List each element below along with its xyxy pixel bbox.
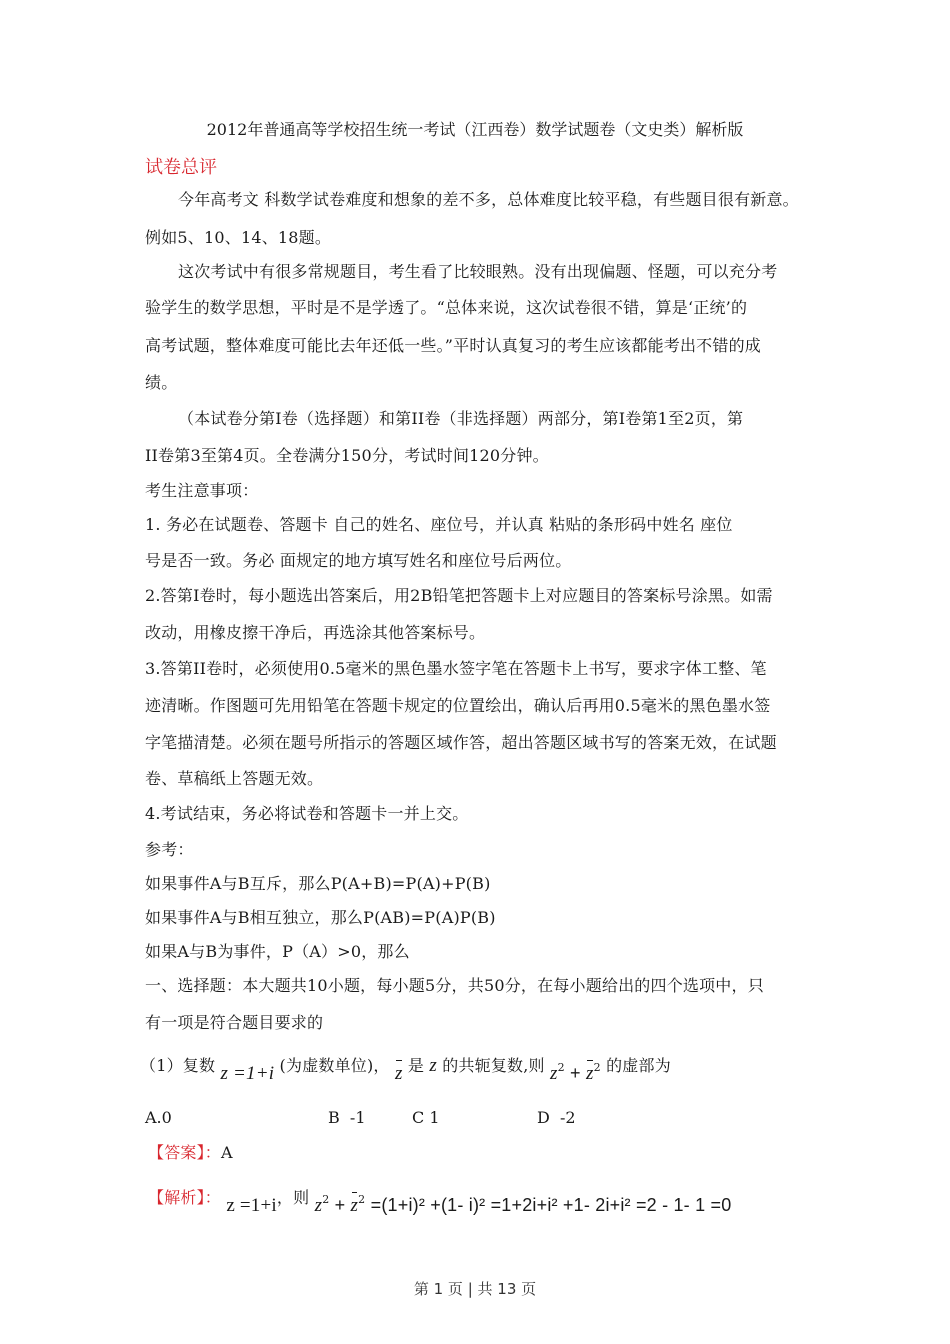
paragraph-line: 卷、草稿纸上答题无效。 — [145, 769, 324, 788]
answer-label: 【答案】： — [148, 1143, 222, 1162]
paragraph-line: 验学生的数学思想，平时是不是学透了。“总体来说，这次试卷很不错，算是‘正统’的 — [145, 298, 748, 317]
option-b: B -1 — [328, 1108, 366, 1127]
paragraph-line: 如果事件A与B相互独立，那么P(AB)=P(A)P(B) — [145, 908, 496, 927]
paragraph-line: 3.答第II卷时，必须使用0.5毫米的黑色墨水签字笔在答题卡上书写，要求字体工整、笔 — [145, 659, 767, 678]
analysis-line: 【解析】： z =1+i，则 $z^2 + z^2 =(1+i)^2 +(1-$ i)² =1+2i+i² +1- 2i+i² =2 - 1- 1 =0 — [148, 1188, 732, 1216]
analysis-expression: =(1+i)² +(1- i)² =1+2i+i² +1- 2i+i² =2 - 1- 1 =0 — [370, 1195, 732, 1215]
analysis-label: 【解析】： — [148, 1188, 222, 1207]
z-definition: z =1+i — [220, 1063, 275, 1084]
answer-value: A — [221, 1143, 233, 1162]
answer-line — [148, 1143, 233, 1163]
paragraph-line: 字笔描清楚。必须在题号所指示的答题区域作答，超出答题区域书写的答案无效，在试题 — [145, 733, 777, 752]
z-conjugate: z — [394, 1063, 403, 1084]
paragraph-line: II卷第3至第4页。全卷满分150分，考试时间120分钟。 — [145, 446, 549, 465]
paragraph-line: 今年高考文 科数学试卷难度和想象的差不多，总体难度比较平稳，有些题目很有新意。 — [178, 190, 799, 209]
page-footer: 第 1 页 | 共 13 页 — [413, 1280, 537, 1298]
paragraph-line: 1. 务必在试题卷、答题卡 自己的姓名、座位号，并认真 粘贴的条形码中姓名 座位 — [145, 515, 733, 534]
paragraph-line: 改动，用橡皮擦干净后，再选涂其他答案标号。 — [145, 623, 486, 642]
paragraph-line: 2.答第I卷时，每小题选出答案后，用2B铅笔把答题卡上对应题目的答案标号涂黑。如需 — [145, 586, 773, 605]
paragraph-line: 有一项是符合题目要求的 — [145, 1013, 324, 1032]
paragraph-line: 高考试题，整体难度可能比去年还低一些。”平时认真复习的考生应该都能考出不错的成 — [145, 336, 761, 355]
paragraph-line: 例如5、10、14、18题。 — [145, 228, 332, 247]
paragraph-line: 绩。 — [145, 373, 178, 392]
document-title: 2012年普通高等学校招生统一考试（江西卷）数学试题卷（文史类）解析版 — [206, 120, 744, 139]
section-heading: 试卷总评 — [145, 157, 217, 178]
option-d: D -2 — [537, 1108, 576, 1127]
paragraph-line: 如果A与B为事件，P（A）>0，那么 — [145, 942, 410, 961]
expression: $z^2 + z^2$ — [550, 1061, 601, 1084]
paragraph-line: （本试卷分第I卷（选择题）和第II卷（非选择题）两部分，第I卷第1至2页，第 — [178, 409, 744, 428]
paragraph-line: 4.考试结束，务必将试卷和答题卡一并上交。 — [145, 804, 469, 823]
option-a: A.0 — [145, 1108, 172, 1127]
question-1: （1）复数 z =1+i (为虚数单位)， z 是 z 的共轭复数,则 $z^2 + z^2$ 的虚部为 — [140, 1055, 671, 1084]
paragraph-line: 一、选择题：本大题共10小题，每小题5分，共50分，在每小题给出的四个选项中，只 — [145, 976, 764, 995]
paragraph-line: 迹清晰。作图题可先用铅笔在答题卡规定的位置绘出，确认后再用0.5毫米的黑色墨水签 — [145, 696, 771, 715]
paragraph-line: 号是否一致。务必 面规定的地方填写姓名和座位号后两位。 — [145, 551, 572, 570]
paragraph-line: 如果事件A与B互斥，那么P(A+B)=P(A)+P(B) — [145, 874, 491, 893]
paragraph-line: 考生注意事项： — [145, 481, 259, 500]
paragraph-line: 这次考试中有很多常规题目，考生看了比较眼熟。没有出现偏题、怪题，可以充分考 — [178, 262, 778, 281]
option-c: C 1 — [412, 1108, 440, 1127]
paragraph-line: 参考： — [145, 840, 194, 859]
